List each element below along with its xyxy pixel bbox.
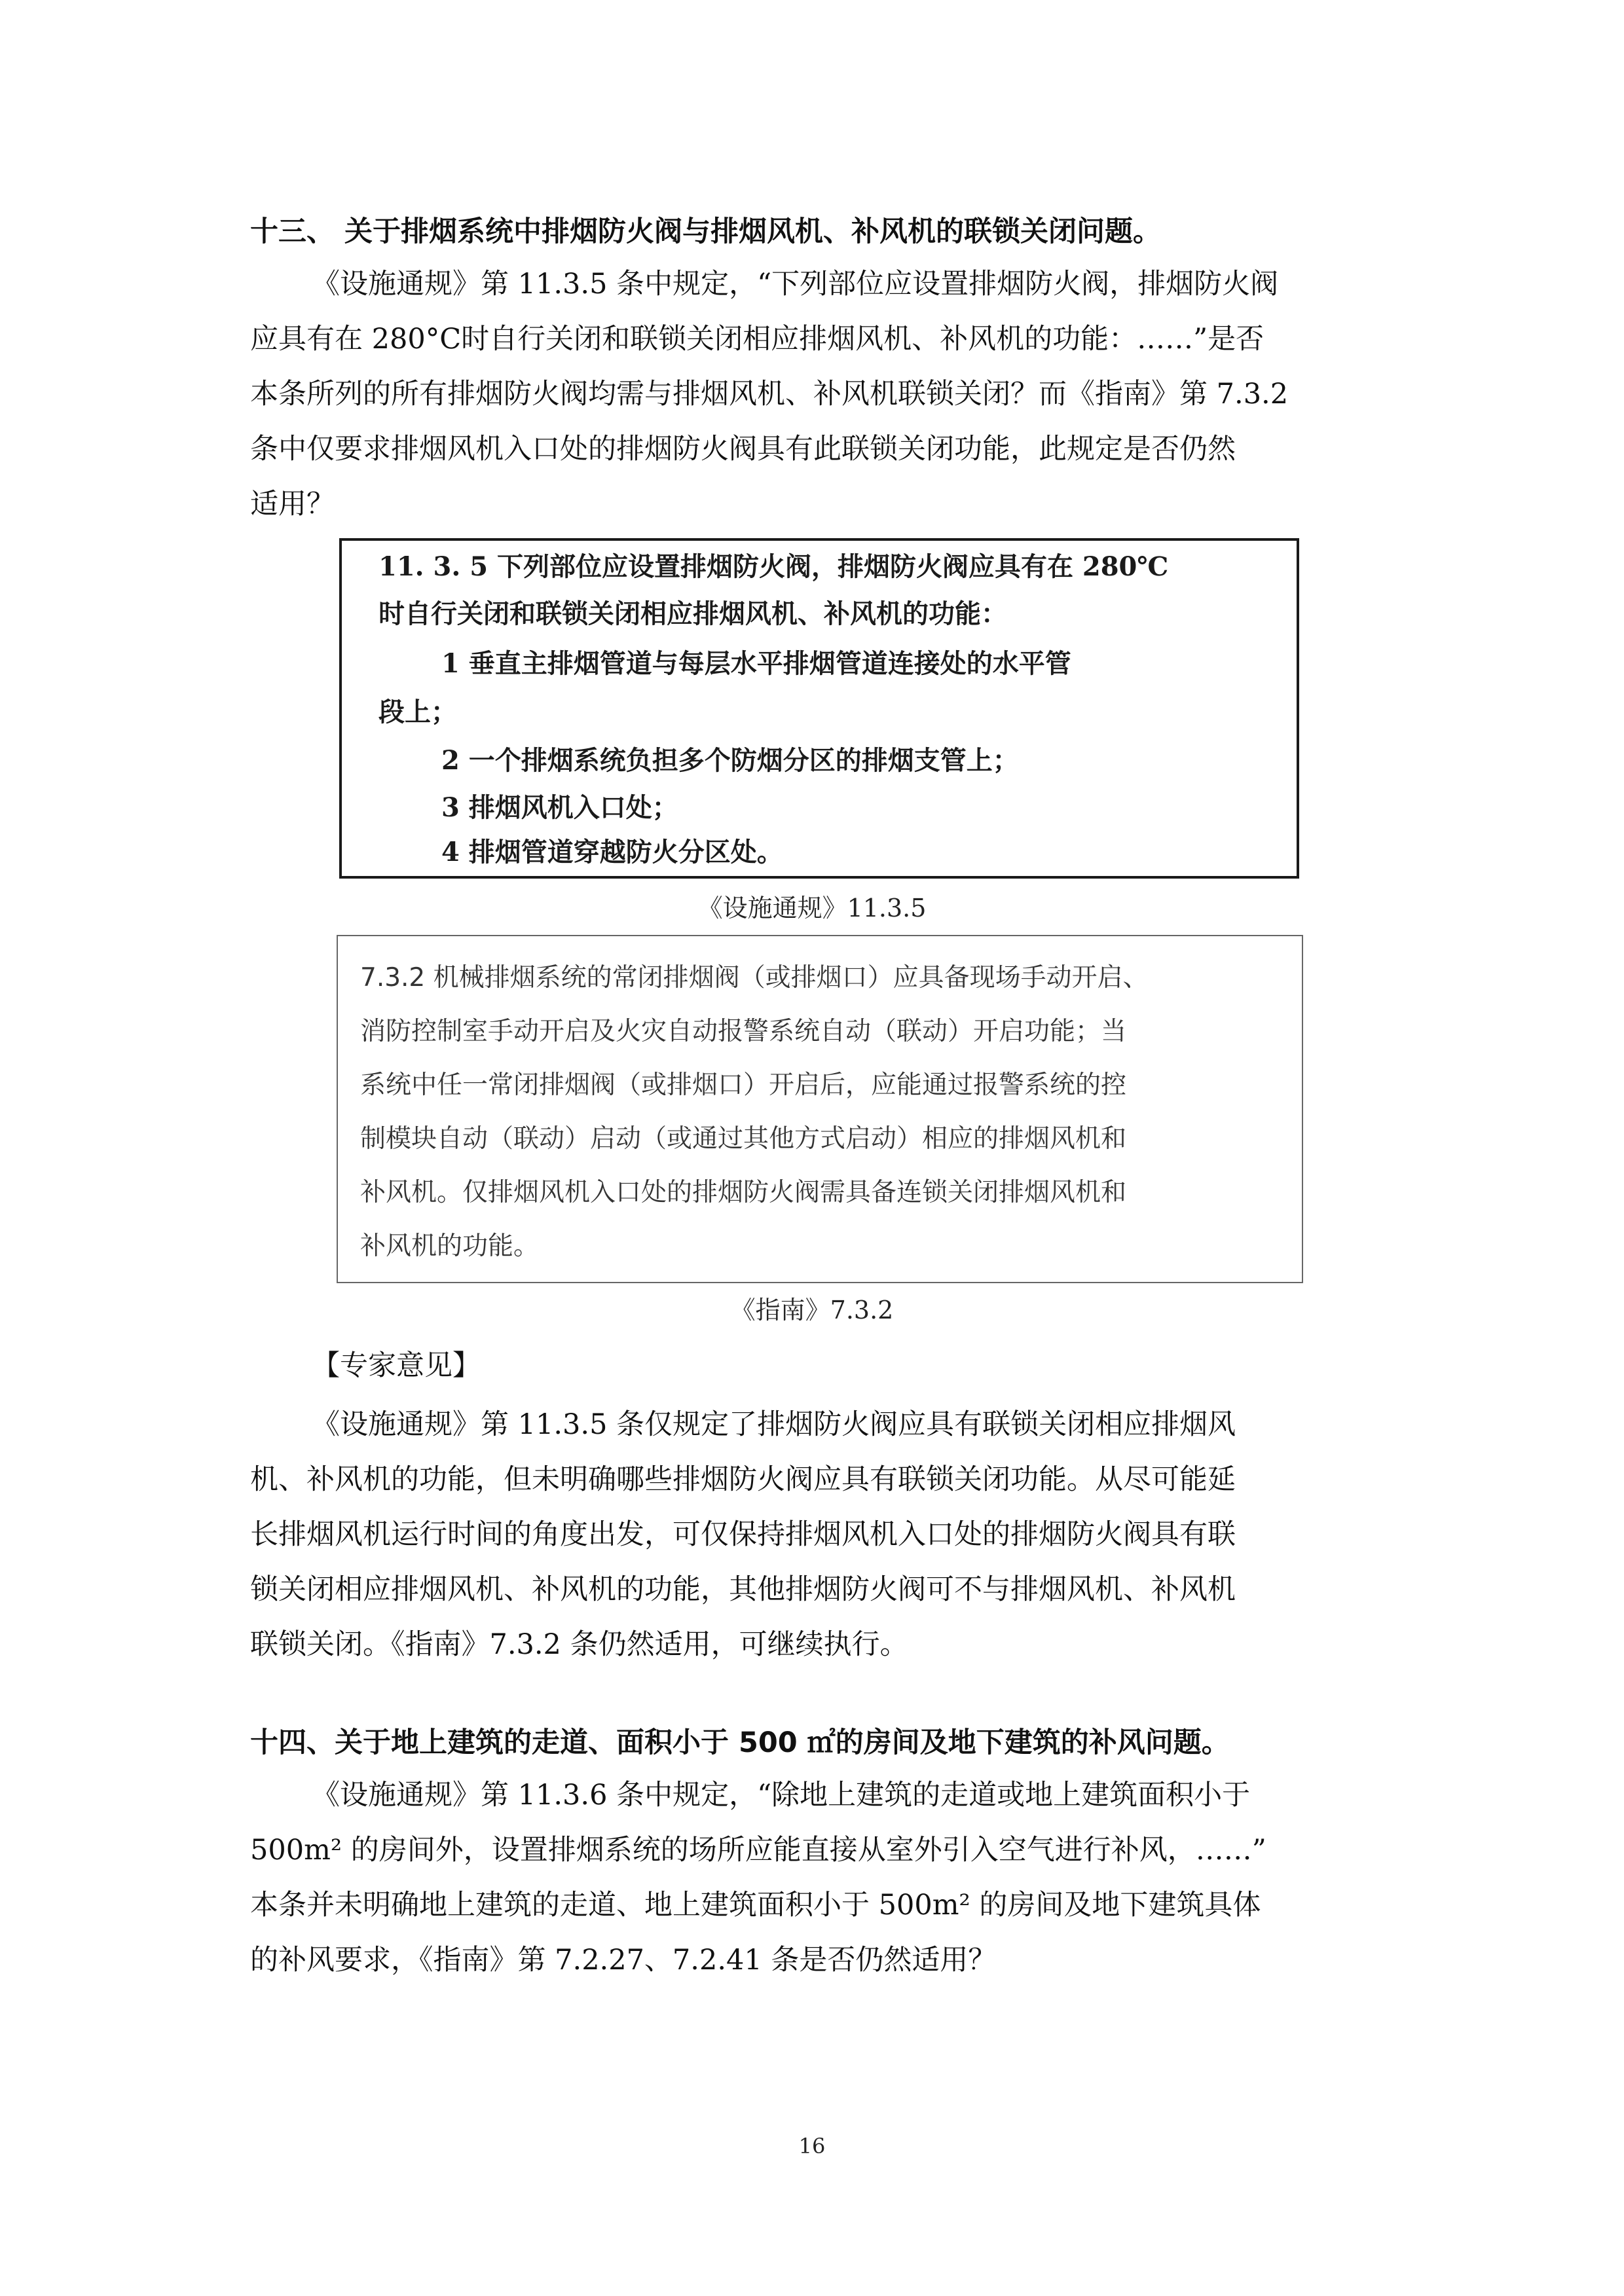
question-line: 《设施通规》第 11.3.5 条中规定，“下列部位应设置排烟防火阀，排烟防火阀	[312, 268, 1279, 301]
guide-excerpt-7-3-2	[337, 935, 1303, 1283]
figure-caption: 《设施通规》11.3.5	[697, 894, 927, 922]
excerpt-line: 1 垂直主排烟管道与每层水平排烟管道连接处的水平管	[441, 648, 1071, 679]
section-13-heading: 十三、 关于排烟系统中排烟防火阀与排烟风机、补风机的联锁关闭问题。	[250, 215, 1161, 248]
excerpt-line: 系统中任一常闭排烟阀（或排烟口）开启后，应能通过报警系统的控	[360, 1070, 1127, 1100]
figure-caption: 《指南》7.3.2	[730, 1296, 894, 1324]
excerpt-line: 补风机的功能。	[360, 1231, 540, 1261]
question-line: 的补风要求，《指南》第 7.2.27、7.2.41 条是否仍然适用？	[250, 1944, 997, 1977]
excerpt-line: 4 排烟管道穿越防火分区处。	[441, 837, 783, 867]
question-line: 《设施通规》第 11.3.6 条中规定，“除地上建筑的走道或地上建筑面积小于	[312, 1779, 1251, 1812]
excerpt-line: 11. 3. 5 下列部位应设置排烟防火阀，排烟防火阀应具有在 280℃	[378, 551, 1169, 582]
question-line: 500m² 的房间外，设置排烟系统的场所应能直接从室外引入空气进行补风，……”	[250, 1834, 1266, 1867]
question-line: 适用？	[250, 488, 335, 520]
expert-line: 机、补风机的功能，但未明确哪些排烟防火阀应具有联锁关闭功能。从尽可能延	[250, 1463, 1236, 1496]
expert-line: 长排烟风机运行时间的角度出发，可仅保持排烟风机入口处的排烟防火阀具有联	[250, 1518, 1236, 1551]
expert-line: 《设施通规》第 11.3.5 条仅规定了排烟防火阀应具有联锁关闭相应排烟风	[312, 1408, 1236, 1441]
question-line: 本条并未明确地上建筑的走道、地上建筑面积小于 500m² 的房间及地下建筑具体	[250, 1889, 1261, 1922]
excerpt-line: 制模块自动（联动）启动（或通过其他方式启动）相应的排烟风机和	[360, 1124, 1127, 1154]
question-line: 应具有在 280°C时自行关闭和联锁关闭相应排烟风机、补风机的功能：……”是否	[250, 323, 1264, 355]
page-number: 16	[798, 2134, 826, 2159]
excerpt-line: 7.3.2 机械排烟系统的常闭排烟阀（或排烟口）应具备现场手动开启、	[360, 963, 1149, 993]
excerpt-line: 补风机。仅排烟风机入口处的排烟防火阀需具备连锁关闭排烟风机和	[360, 1178, 1127, 1207]
question-line: 本条所列的所有排烟防火阀均需与排烟风机、补风机联锁关闭？而《指南》第 7.3.2	[250, 378, 1289, 410]
expert-line: 锁关闭相应排烟风机、补风机的功能，其他排烟防火阀可不与排烟风机、补风机	[250, 1573, 1236, 1606]
expert-opinion-label: 【专家意见】	[312, 1349, 481, 1382]
expert-line: 联锁关闭。《指南》7.3.2 条仍然适用，可继续执行。	[250, 1628, 908, 1661]
question-line: 条中仅要求排烟风机入口处的排烟防火阀具有此联锁关闭功能，此规定是否仍然	[250, 433, 1236, 465]
excerpt-line: 段上；	[378, 697, 457, 727]
excerpt-line: 3 排烟风机入口处；	[441, 792, 678, 823]
excerpt-line: 2 一个排烟系统负担多个防烟分区的排烟支管上；	[441, 745, 1019, 776]
excerpt-line: 消防控制室手动开启及火灾自动报警系统自动（联动）开启功能；当	[360, 1017, 1127, 1046]
excerpt-line: 时自行关闭和联锁关闭相应排烟风机、补风机的功能：	[378, 598, 1007, 629]
code-excerpt-11-3-5	[339, 538, 1299, 879]
section-14-heading: 十四、关于地上建筑的走道、面积小于 500 ㎡的房间及地下建筑的补风问题。	[250, 1726, 1230, 1759]
